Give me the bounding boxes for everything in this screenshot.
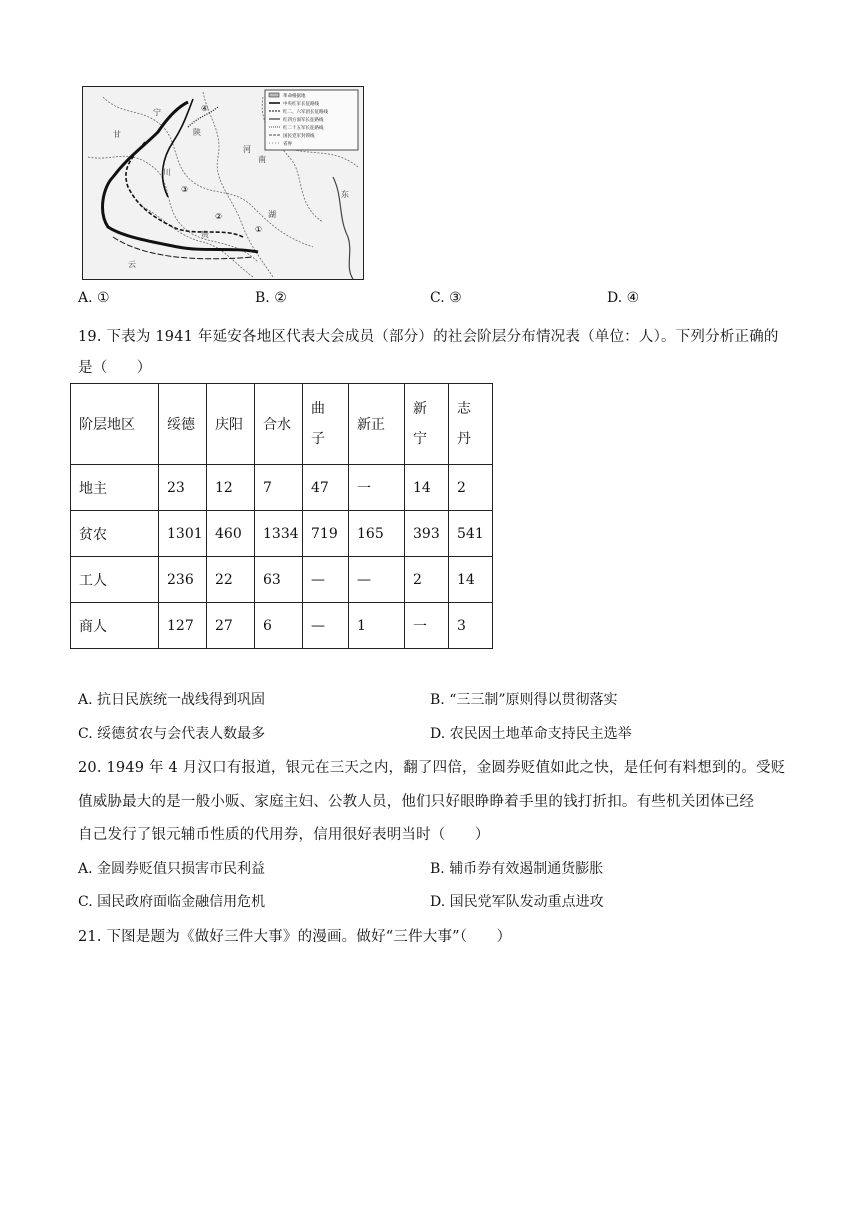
header-cell [405, 384, 449, 465]
table-header-row [71, 384, 493, 465]
q20-stem-line3: 自己发行了银元辅币性质的代用券，信用很好表明当时（ ） [78, 827, 490, 843]
row-label: 商人 [71, 603, 159, 649]
table-row [71, 511, 493, 557]
map-drawing [83, 87, 363, 279]
q18-option-d: D. ④ [607, 290, 640, 306]
table-cell: 12 [207, 465, 255, 511]
header-vertical-text: 志丹 [457, 401, 471, 447]
table-cell: 165 [349, 511, 405, 557]
table-cell: 460 [207, 511, 255, 557]
row-label: 贫农 [71, 511, 159, 557]
table-cell: 一 [349, 465, 405, 511]
q20-stem-line1: 20. 1949 年 4 月汉口有报道，银元在三天之内，翻了四倍，金圆券贬值如此之快，是任何有料想到的。受贬 [78, 760, 786, 776]
row-label: 地主 [71, 465, 159, 511]
table-cell: 6 [255, 603, 303, 649]
table-cell: 719 [303, 511, 349, 557]
q19-option-b: B. “三三制”原则得以贯彻落实 [430, 692, 618, 708]
q19-option-d: D. 农民因土地革命支持民主选举 [430, 726, 632, 742]
table-row [71, 557, 493, 603]
table-cell: — [349, 557, 405, 603]
table-cell: 236 [159, 557, 207, 603]
map-marker-3: ③ [181, 185, 189, 194]
table-cell: 1301 [159, 511, 207, 557]
q18-option-a: A. ① [78, 290, 110, 306]
legend-1: 中央红军长征路线 [283, 102, 319, 107]
legend-3: 红四方面军长征路线 [283, 118, 324, 123]
map-label-chuan: 川 [163, 168, 171, 177]
header-cell: 庆阳 [207, 384, 255, 465]
q19-option-c: C. 绥德贫农与会代表人数最多 [78, 726, 266, 742]
header-vertical-text: 曲子 [311, 401, 325, 447]
map-marker-2: ② [215, 212, 223, 221]
table-cell: 63 [255, 557, 303, 603]
q20-option-d: D. 国民党军队发动重点进攻 [430, 894, 604, 910]
q20-stem-line2: 值威胁最大的是一般小贩、家庭主妇、公教人员，他们只好眼睁睁着手里的钱打折扣。有些机关团体已经 [78, 794, 755, 810]
table-cell: 7 [255, 465, 303, 511]
table-cell: 14 [449, 557, 493, 603]
legend-0: 革命根据地 [283, 94, 306, 99]
map-label-gan: 甘 [113, 130, 121, 139]
map-label-hu: 湖 [268, 210, 276, 219]
header-cell [303, 384, 349, 465]
map-label-yun: 云 [128, 260, 136, 269]
q19-stem-line2: 是（ ） [78, 360, 152, 376]
header-cell: 阶层地区 [71, 384, 159, 465]
table-cell: 14 [405, 465, 449, 511]
map-label-shaan: 陕 [193, 128, 201, 137]
table-cell: 27 [207, 603, 255, 649]
class-distribution-table [70, 383, 493, 649]
table-cell: 127 [159, 603, 207, 649]
table-cell: — [303, 603, 349, 649]
q19-option-a: A. 抗日民族统一战线得到巩固 [78, 692, 266, 708]
table-cell: 1334 [255, 511, 303, 557]
table-row [71, 465, 493, 511]
table-cell: — [303, 557, 349, 603]
q21-stem: 21. 下图是题为《做好三件大事》的漫画。做好“三件大事”（ ） [78, 929, 512, 945]
q18-option-b: B. ② [255, 290, 287, 306]
q20-option-a: A. 金圆券贬值只损害市民利益 [78, 861, 266, 877]
table-cell: 一 [405, 603, 449, 649]
table-cell: 2 [449, 465, 493, 511]
header-cell: 绥德 [159, 384, 207, 465]
q20-option-b: B. 辅币券有效遏制通货膨胀 [430, 861, 604, 877]
legend-2: 红二、六军团长征路线 [283, 110, 328, 115]
header-cell: 合水 [255, 384, 303, 465]
table-row [71, 603, 493, 649]
map-label-nan: 南 [258, 155, 266, 164]
map-marker-1: ① [255, 225, 263, 234]
header-cell: 新正 [349, 384, 405, 465]
table-cell: 393 [405, 511, 449, 557]
table-cell: 3 [449, 603, 493, 649]
header-vertical-text: 新宁 [413, 401, 427, 447]
table-cell: 22 [207, 557, 255, 603]
map-label-ning: 宁 [153, 108, 161, 117]
legend-5: 国民党军封锁线 [283, 134, 315, 139]
table-cell: 1 [349, 603, 405, 649]
q18-option-c: C. ③ [430, 290, 462, 306]
q19-stem-line1: 19. 下表为 1941 年延安各地区代表大会成员（部分）的社会阶层分布情况表（单位：人）。下列分析正确的 [78, 329, 779, 345]
map-label-he: 河 [243, 145, 251, 154]
table-cell: 23 [159, 465, 207, 511]
map-label-gui: 贵 [201, 230, 209, 239]
table-cell: 2 [405, 557, 449, 603]
legend-4: 红二十五军长征路线 [283, 126, 324, 131]
header-cell [449, 384, 493, 465]
table-cell: 47 [303, 465, 349, 511]
long-march-map [82, 86, 364, 280]
legend-6: 省界 [283, 142, 292, 147]
map-label-dong: 东 [341, 190, 349, 199]
row-label: 工人 [71, 557, 159, 603]
table-cell: 541 [449, 511, 493, 557]
map-marker-4: ④ [201, 104, 209, 113]
q20-option-c: C. 国民政府面临金融信用危机 [78, 894, 266, 910]
